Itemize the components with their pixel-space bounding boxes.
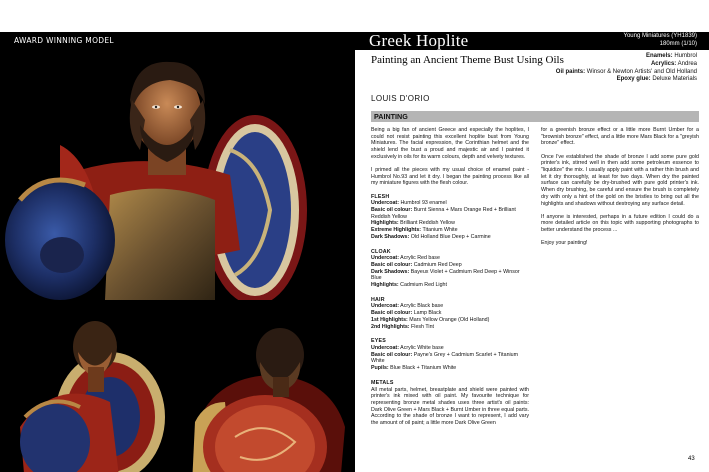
subheading-flesh: FLESH bbox=[371, 193, 390, 200]
materials-line-acrylics: Acrylics: Andrea bbox=[650, 60, 697, 67]
hoplite-bust-back-photo bbox=[180, 307, 355, 472]
recipe-line: Basic oil colour: Cadmium Red Deep bbox=[371, 261, 462, 268]
materials-line-enamels: Enamels: Humbrol bbox=[645, 53, 697, 59]
subheading-cloak: CLOAK bbox=[371, 248, 391, 255]
paragraph: I primed all the pieces with my usual choice of enamel paint - Humbrol No.93 and let it dry. I began the painting process like all my miniature figures with the flesh colour. bbox=[371, 167, 529, 187]
paragraph: Enjoy your painting! bbox=[541, 240, 588, 247]
left-page-header bbox=[0, 32, 355, 50]
subheading-hair: HAIR bbox=[371, 296, 385, 303]
page-number-left: 42 bbox=[14, 456, 21, 462]
top-margin bbox=[0, 0, 709, 32]
recipe-line: Basic oil colour: Lamp Black bbox=[371, 310, 442, 317]
text-column-left bbox=[371, 127, 529, 433]
subheading-metals: METALS bbox=[371, 379, 394, 386]
recipe-line: Highlights: Brilliant Reddish Yellow bbox=[371, 220, 455, 227]
recipe-line: Pupils: Blue Black + Titanium White bbox=[371, 365, 457, 372]
section-heading: PAINTING bbox=[374, 112, 408, 121]
article-subtitle: Painting an Ancient Theme Bust Using Oils bbox=[371, 54, 564, 66]
recipe-line: Dark Shadows: Bayeux Violet + Cadmium Red Deep + Winsor Blue bbox=[371, 268, 520, 282]
materials-line-glue: Epoxy glue: Deluxe Materials bbox=[616, 76, 697, 83]
materials-list bbox=[556, 53, 697, 84]
kit-scale: 180mm (1/10) bbox=[659, 41, 697, 47]
recipe-line: Basic oil colour: Payne's Grey + Cadmium Scarlet + Titanium White bbox=[371, 351, 519, 365]
paragraph: for a greenish bronze effect or a little more Burnt Umber for a "brownish bronze" effect, and a little more Mars Black for a "greyish bronze" effect. bbox=[541, 127, 699, 147]
recipe-line: Basic oil colour: Burnt Sienna + Mars Orange Red + Brilliant Reddish Yellow bbox=[371, 207, 516, 220]
recipe-line: Dark Shadows: Old Holland Blue Deep + Carmine bbox=[371, 233, 491, 240]
paragraph: All metal parts, helmet, breastplate and shield were painted with printer's ink mixed with oil paint. My favourite technique for representing bronze metal shades uses three artist's oil paints: Dark Olive Green + Mars Black + Burnt Umber in three equal parts. According to the shade of bronze I want to represent, I add vary the amount of oil paint; a little more Dark Olive Green bbox=[371, 386, 529, 427]
recipe-line: 1st Highlights: Mars Yellow Orange (Old Holland) bbox=[371, 316, 490, 323]
paragraph: If anyone is interested, perhaps in a future edition I could do a more detailed article on this topic with supporting photographs to better understand the process ... bbox=[541, 213, 699, 234]
text-column-right bbox=[541, 127, 699, 254]
recipe-line: 2nd Highlights: Flesh Tint bbox=[371, 323, 434, 330]
left-page bbox=[0, 32, 355, 456]
hoplite-bust-main-photo bbox=[0, 50, 355, 300]
recipe-line: Undercoat: Acrylic Red base bbox=[371, 255, 440, 262]
kit-name: Young Miniatures (YH1839) bbox=[623, 33, 697, 39]
recipe-line: Highlights: Cadmium Red Light bbox=[371, 282, 447, 289]
paragraph: Being a big fan of ancient Greece and especially the hoplites, I could not resist painting this excellent hoplite bust from Young Miniatures. The facial expression, the Corinthian helmet and the shield lend the bust a proud and majestic air and I painted it exclusively in oils for its warm colours, depth and velvety textures. bbox=[371, 127, 529, 160]
title-bar bbox=[355, 32, 709, 50]
subheading-eyes: EYES bbox=[371, 338, 386, 345]
article-title: Greek Hoplite bbox=[369, 31, 469, 50]
hoplite-bust-side-photo bbox=[0, 307, 175, 472]
recipe-line: Undercoat: Humbrol 93 enamel bbox=[371, 200, 447, 207]
author-byline: LOUIS D'ORIO bbox=[371, 94, 430, 103]
section-heading-bar bbox=[371, 111, 699, 122]
recipe-line: Undercoat: Acrylic White base bbox=[371, 344, 444, 351]
page-number-right: 43 bbox=[688, 456, 695, 462]
paragraph: Once I've established the shade of bronze I add some pure gold printer's ink, stirred well in then add some petroleum essence to "liquidize" the mix. I usually apply paint with a rather thin brush and let it dry thoroughly, at least for two days. When dry the painted surface can carefully be dry-brushed with pure gold printer's ink. When dry brushing, be careful and ensure the brush is completely dry with only a hint of the gold on the bristles to bring out all the highlights and shadows without destroying any surface detail. bbox=[541, 153, 699, 207]
materials-line-oils: Oil paints: Winsor & Newton Artists' and Old Holland bbox=[555, 68, 697, 75]
right-page bbox=[355, 32, 709, 456]
recipe-line: Extreme Highlights: Titanium White bbox=[371, 227, 458, 234]
recipe-line: Undercoat: Acrylic Black base bbox=[371, 303, 444, 310]
award-winning-label: AWARD WINNING MODEL bbox=[14, 36, 114, 45]
